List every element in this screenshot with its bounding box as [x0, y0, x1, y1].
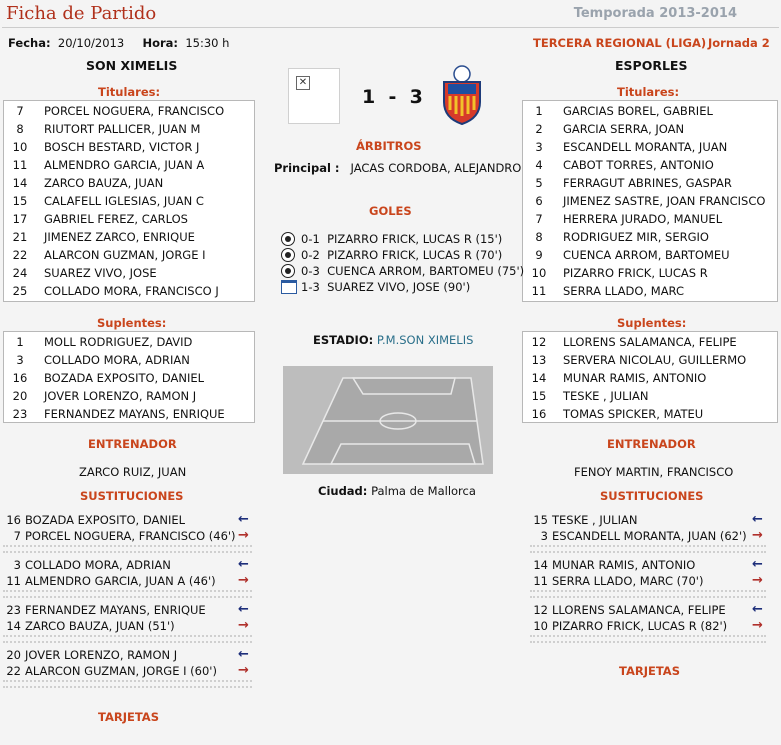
- sub-in-number: 23: [6, 603, 21, 617]
- away-starters-title: Titulares:: [617, 85, 680, 99]
- sub-out-number: 3: [540, 529, 548, 543]
- player-row: [4, 282, 254, 300]
- separator: [530, 635, 766, 643]
- player-name: PORCEL NOGUERA, FRANCISCO: [44, 104, 225, 118]
- player-name: JOVER LORENZO, RAMON J: [44, 389, 197, 403]
- sub-out-number: 11: [533, 574, 548, 588]
- arrow-left-icon: ←: [238, 602, 249, 617]
- substitution-out-row: [3, 663, 217, 679]
- player-name: CUENCA ARROM, BARTOMEU: [563, 248, 730, 262]
- goal-score: 1-3: [301, 280, 320, 294]
- player-number: 3: [535, 140, 543, 154]
- separator: [530, 590, 766, 598]
- player-row: [4, 228, 254, 246]
- goal-scorer: SUAREZ VIVO, JOSE (90'): [327, 280, 471, 294]
- player-name: RIUTORT PALLICER, JUAN M: [44, 122, 201, 136]
- away-coach-title: ENTRENADOR: [607, 437, 696, 451]
- player-row: [523, 351, 777, 369]
- player-number: 13: [531, 353, 547, 367]
- ball-icon: [281, 232, 295, 246]
- player-row: [523, 174, 777, 192]
- player-name: FERNANDEZ MAYANS, ENRIQUE: [44, 407, 225, 421]
- separator: [3, 680, 252, 688]
- player-number: 15: [531, 389, 547, 403]
- player-number: 16: [12, 371, 28, 385]
- player-row: [523, 387, 777, 405]
- arrow-right-icon: →: [752, 618, 763, 633]
- player-number: 21: [12, 230, 28, 244]
- player-row: [4, 405, 254, 423]
- penalty-icon: [281, 280, 297, 294]
- broken-image-icon: ✕: [296, 76, 310, 90]
- home-cards-title: TARJETAS: [98, 710, 159, 724]
- goal-score: 0-3: [301, 264, 320, 278]
- player-name: CABOT TORRES, ANTONIO: [563, 158, 714, 172]
- header-divider: [2, 27, 779, 28]
- player-name: ALARCON GUZMAN, JORGE I: [44, 248, 206, 262]
- goal-scorer: PIZARRO FRICK, LUCAS R (70'): [327, 248, 503, 262]
- player-name: GABRIEL FEREZ, CARLOS: [44, 212, 188, 226]
- player-number: 4: [535, 158, 543, 172]
- sub-in-name: TESKE , JULIAN: [552, 513, 638, 527]
- player-number: 7: [16, 104, 24, 118]
- page-title: Ficha de Partido: [6, 3, 157, 24]
- player-row: [523, 405, 777, 423]
- arrow-right-icon: →: [238, 663, 249, 678]
- separator: [3, 545, 252, 553]
- stadium-image: [283, 366, 493, 474]
- sub-out-number: 10: [533, 619, 548, 633]
- player-name: HERRERA JURADO, MANUEL: [563, 212, 723, 226]
- sub-out-name: PIZARRO FRICK, LUCAS R (82'): [552, 619, 728, 633]
- ball-icon: [281, 264, 295, 278]
- player-number: 3: [16, 353, 24, 367]
- player-name: GARCIA SERRA, JOAN: [563, 122, 685, 136]
- player-name: PIZARRO FRICK, LUCAS R: [563, 266, 708, 280]
- player-name: JIMENEZ SASTRE, JOAN FRANCISCO: [563, 194, 766, 208]
- player-name: ZARCO BAUZA, JUAN: [44, 176, 164, 190]
- referees-title: ÁRBITROS: [356, 139, 422, 153]
- goal-row: [281, 231, 502, 247]
- away-cards-title: TARJETAS: [619, 664, 680, 678]
- player-name: ESCANDELL MORANTA, JUAN: [563, 140, 728, 154]
- player-number: 14: [531, 371, 547, 385]
- player-number: 15: [12, 194, 28, 208]
- round: Jornada 2: [708, 36, 770, 50]
- substitution-in-row: [3, 602, 206, 618]
- goal-row: [281, 279, 470, 295]
- player-name: JIMENEZ ZARCO, ENRIQUE: [44, 230, 195, 244]
- sub-in-name: MUNAR RAMIS, ANTONIO: [552, 558, 696, 572]
- sub-out-number: 7: [13, 529, 21, 543]
- home-team-name: SON XIMELIS: [86, 58, 178, 73]
- substitution-in-row: [3, 512, 185, 528]
- sub-in-number: 16: [6, 513, 21, 527]
- arrow-right-icon: →: [238, 618, 249, 633]
- player-row: [4, 264, 254, 282]
- player-name: TESKE , JULIAN: [563, 389, 649, 403]
- player-name: MOLL RODRIGUEZ, DAVID: [44, 335, 193, 349]
- away-starters-list: [522, 100, 778, 302]
- sub-out-name: PORCEL NOGUERA, FRANCISCO (46'): [25, 529, 236, 543]
- competition: TERCERA REGIONAL (LIGA): [533, 36, 707, 50]
- away-subs-title: Suplentes:: [617, 316, 687, 330]
- city-name: Palma de Mallorca: [371, 484, 476, 498]
- sub-out-number: 22: [6, 664, 21, 678]
- goal-row: [281, 247, 502, 263]
- player-number: 5: [535, 176, 543, 190]
- player-number: 25: [12, 284, 28, 298]
- sub-out-name: ALARCON GUZMAN, JORGE I (60'): [25, 664, 217, 678]
- player-name: BOSCH BESTARD, VICTOR J: [44, 140, 200, 154]
- player-row: [4, 192, 254, 210]
- sub-in-name: COLLADO MORA, ADRIAN: [25, 558, 171, 572]
- substitution-out-row: [3, 573, 216, 589]
- player-number: 12: [531, 335, 547, 349]
- player-row: [523, 156, 777, 174]
- player-row: [523, 138, 777, 156]
- player-number: 1: [535, 104, 543, 118]
- player-row: [523, 333, 777, 351]
- arrow-right-icon: →: [238, 528, 249, 543]
- player-number: 9: [535, 248, 543, 262]
- player-number: 10: [12, 140, 28, 154]
- city-label: Ciudad:: [318, 484, 368, 498]
- sub-in-name: BOZADA EXPOSITO, DANIEL: [25, 513, 186, 527]
- player-name: LLORENS SALAMANCA, FELIPE: [563, 335, 737, 349]
- date-label: Fecha:: [8, 36, 51, 50]
- sub-out-name: SERRA LLADO, MARC (70'): [552, 574, 704, 588]
- goal-row: [281, 263, 524, 279]
- player-row: [4, 102, 254, 120]
- ball-icon: [281, 248, 295, 262]
- score: 1 - 3: [362, 86, 423, 108]
- separator: [3, 635, 252, 643]
- goals-title: GOLES: [369, 204, 412, 218]
- arrow-right-icon: →: [752, 528, 763, 543]
- goal-scorer: PIZARRO FRICK, LUCAS R (15'): [327, 232, 503, 246]
- home-coach-name: ZARCO RUIZ, JUAN: [79, 465, 187, 479]
- player-number: 2: [535, 122, 543, 136]
- home-coach-title: ENTRENADOR: [88, 437, 177, 451]
- stadium-label: ESTADIO:: [313, 333, 374, 347]
- sub-in-name: JOVER LORENZO, RAMON J: [25, 648, 178, 662]
- player-name: RODRIGUEZ MIR, SERGIO: [563, 230, 709, 244]
- player-number: 22: [12, 248, 28, 262]
- player-row: [523, 264, 777, 282]
- player-row: [4, 246, 254, 264]
- principal-label: Principal :: [274, 161, 340, 175]
- player-row: [523, 210, 777, 228]
- player-number: 17: [12, 212, 28, 226]
- arrow-left-icon: ←: [238, 557, 249, 572]
- stadium: [313, 333, 473, 347]
- substitution-out-row: [530, 573, 703, 589]
- player-number: 6: [535, 194, 543, 208]
- sub-out-name: ZARCO BAUZA, JUAN (51'): [25, 619, 175, 633]
- goal-scorer: CUENCA ARROM, BARTOMEU (75'): [327, 264, 525, 278]
- player-number: 23: [12, 407, 28, 421]
- sub-out-number: 11: [6, 574, 21, 588]
- home-subs-title: Suplentes:: [97, 316, 167, 330]
- away-subs-list: [522, 331, 778, 423]
- player-number: 20: [12, 389, 28, 403]
- away-substitutions-title: SUSTITUCIONES: [600, 489, 704, 503]
- player-number: 8: [535, 230, 543, 244]
- player-name: SERVERA NICOLAU, GUILLERMO: [563, 353, 747, 367]
- substitution-in-row: [530, 602, 726, 618]
- referee-principal: [274, 161, 521, 175]
- away-crest: [436, 64, 488, 126]
- goal-score: 0-1: [301, 232, 320, 246]
- player-number: 14: [12, 176, 28, 190]
- substitution-in-row: [530, 557, 695, 573]
- player-name: ALMENDRO GARCIA, JUAN A: [44, 158, 205, 172]
- player-row: [4, 333, 254, 351]
- away-team-name: ESPORLES: [615, 58, 688, 73]
- separator: [3, 590, 252, 598]
- player-name: COLLADO MORA, FRANCISCO J: [44, 284, 219, 298]
- player-name: MUNAR RAMIS, ANTONIO: [563, 371, 707, 385]
- sub-in-number: 15: [533, 513, 548, 527]
- player-number: 7: [535, 212, 543, 226]
- player-row: [4, 120, 254, 138]
- home-starters-list: [3, 100, 255, 302]
- arrow-left-icon: ←: [238, 512, 249, 527]
- goal-score: 0-2: [301, 248, 320, 262]
- stadium-link[interactable]: P.M.SON XIMELIS: [376, 333, 474, 347]
- player-row: [4, 138, 254, 156]
- sub-in-name: FERNANDEZ MAYANS, ENRIQUE: [25, 603, 206, 617]
- home-subs-list: [3, 331, 255, 423]
- home-substitutions-title: SUSTITUCIONES: [80, 489, 184, 503]
- player-name: SUAREZ VIVO, JOSE: [44, 266, 157, 280]
- date-value: 20/10/2013: [57, 36, 125, 50]
- time-label: Hora:: [142, 36, 179, 50]
- substitution-out-row: [530, 618, 727, 634]
- time-value: 15:30 h: [185, 36, 230, 50]
- player-row: [4, 351, 254, 369]
- sub-out-name: ESCANDELL MORANTA, JUAN (62'): [552, 529, 747, 543]
- arrow-right-icon: →: [752, 573, 763, 588]
- player-row: [523, 120, 777, 138]
- substitution-in-row: [3, 557, 171, 573]
- player-row: [523, 192, 777, 210]
- substitution-in-row: [530, 512, 637, 528]
- player-row: [4, 387, 254, 405]
- sub-in-number: 12: [533, 603, 548, 617]
- player-row: [523, 102, 777, 120]
- player-row: [4, 174, 254, 192]
- separator: [530, 545, 766, 553]
- sub-in-number: 14: [533, 558, 548, 572]
- player-name: FERRAGUT ABRINES, GASPAR: [563, 176, 732, 190]
- player-row: [4, 369, 254, 387]
- season-label: Temporada 2013-2014: [573, 6, 737, 21]
- player-number: 10: [531, 266, 547, 280]
- player-row: [523, 369, 777, 387]
- sub-in-number: 3: [13, 558, 21, 572]
- substitution-out-row: [3, 618, 175, 634]
- arrow-left-icon: ←: [238, 647, 249, 662]
- arrow-left-icon: ←: [752, 512, 763, 527]
- player-name: BOZADA EXPOSITO, DANIEL: [44, 371, 205, 385]
- substitution-out-row: [3, 528, 236, 544]
- player-name: COLLADO MORA, ADRIAN: [44, 353, 190, 367]
- match-date: [8, 36, 229, 50]
- home-starters-title: Titulares:: [98, 85, 161, 99]
- player-row: [4, 210, 254, 228]
- player-row: [523, 246, 777, 264]
- principal-name: JACAS CORDOBA, ALEJANDRO: [350, 161, 522, 175]
- substitution-out-row: [530, 528, 747, 544]
- sub-in-number: 20: [6, 648, 21, 662]
- away-coach-name: FENOY MARTIN, FRANCISCO: [574, 465, 734, 479]
- player-name: SERRA LLADO, MARC: [563, 284, 685, 298]
- player-number: 1: [16, 335, 24, 349]
- home-crest: [288, 68, 340, 124]
- player-number: 11: [531, 284, 547, 298]
- sub-out-name: ALMENDRO GARCIA, JUAN A (46'): [25, 574, 216, 588]
- city: [318, 484, 476, 498]
- player-number: 24: [12, 266, 28, 280]
- player-number: 11: [12, 158, 28, 172]
- sub-out-number: 14: [6, 619, 21, 633]
- player-number: 8: [16, 122, 24, 136]
- sub-in-name: LLORENS SALAMANCA, FELIPE: [552, 603, 726, 617]
- player-row: [523, 282, 777, 300]
- player-number: 16: [531, 407, 547, 421]
- substitution-in-row: [3, 647, 177, 663]
- player-name: TOMAS SPICKER, MATEU: [563, 407, 704, 421]
- player-row: [4, 156, 254, 174]
- arrow-left-icon: ←: [752, 557, 763, 572]
- arrow-right-icon: →: [238, 573, 249, 588]
- player-row: [523, 228, 777, 246]
- player-name: GARCIAS BOREL, GABRIEL: [563, 104, 713, 118]
- arrow-left-icon: ←: [752, 602, 763, 617]
- player-name: CALAFELL IGLESIAS, JUAN C: [44, 194, 204, 208]
